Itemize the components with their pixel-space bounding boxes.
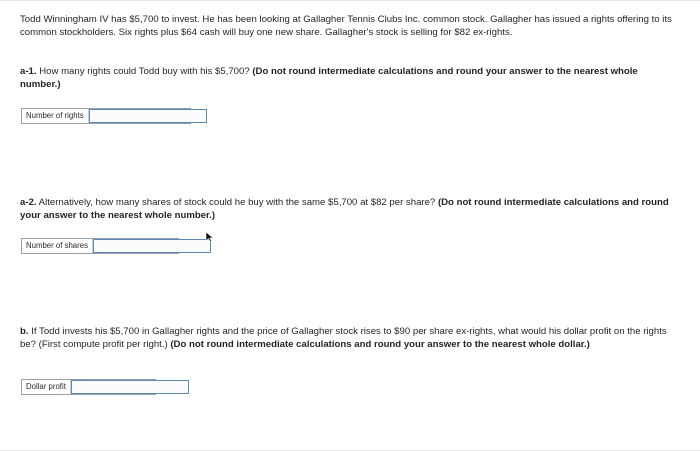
- question-b: [20, 326, 680, 351]
- question-a1-prefix: a-1.: [20, 66, 37, 77]
- number-of-rights-label: Number of rights: [22, 109, 89, 123]
- question-a2-text: Alternatively, how many shares of stock could he buy with the same $5,700 at $82 per share?: [36, 197, 438, 208]
- question-a1: [20, 66, 680, 91]
- dollar-profit-input[interactable]: [71, 380, 189, 394]
- question-b-text: If Todd invests his $5,700 in Gallagher rights and the price of Gallagher stock rises to $90 per share ex-rights, what would his dollar profit on the rights be? (First compute profit per right.): [20, 326, 667, 350]
- question-a2-prefix: a-2.: [20, 197, 37, 208]
- question-a2: [20, 197, 680, 222]
- mouse-cursor-icon: [204, 231, 216, 243]
- question-b-prefix: b.: [20, 326, 29, 337]
- number-of-shares-row: [21, 238, 179, 254]
- number-of-shares-input[interactable]: [93, 239, 211, 253]
- number-of-rights-input[interactable]: [89, 109, 207, 123]
- question-a1-instruction: (Do not round intermediate calculations and round your answer to the nearest whole number.): [20, 66, 638, 90]
- number-of-shares-label: Number of shares: [22, 239, 93, 253]
- question-b-instruction: (Do not round intermediate calculations and round your answer to the nearest whole dollar.): [170, 338, 590, 350]
- dollar-profit-label: Dollar profit: [22, 380, 71, 394]
- problem-intro: Todd Winningham IV has $5,700 to invest. He has been looking at Gallagher Tennis Clubs Inc. common stock. Gallagher has issued a rights offering to its common stockholders. Six rights plus $64 cash will buy one new share. Gallagher's stock is selling for $82 ex-rights.: [20, 14, 672, 38]
- question-a1-text: How many rights could Todd buy with his $5,700?: [36, 66, 253, 77]
- number-of-rights-row: [21, 108, 191, 124]
- dollar-profit-row: [21, 379, 156, 395]
- question-a2-instruction: (Do not round intermediate calculations and round your answer to the nearest whole number.): [20, 197, 669, 221]
